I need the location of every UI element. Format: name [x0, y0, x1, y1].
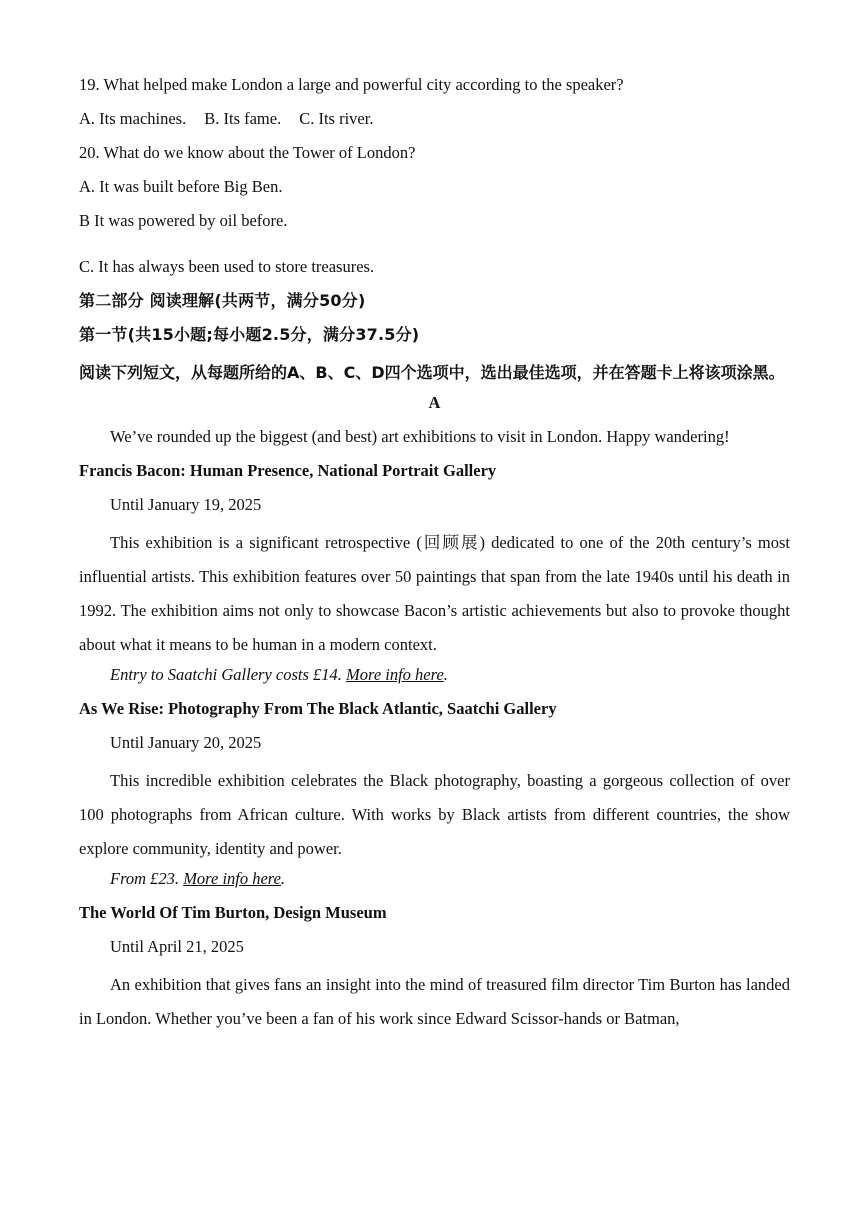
- exhibition-price: [79, 662, 790, 696]
- exhibition-dates: Until January 19, 2025: [110, 495, 262, 514]
- question-20-stem: 20. What do we know about the Tower of London?: [79, 143, 416, 162]
- question-19-stem: 19. What helped make London a large and powerful city according to the speaker?: [79, 75, 624, 94]
- more-info-link[interactable]: More info here: [346, 665, 444, 684]
- exhibition-description-text: This incredible exhibition celebrates the Black photography, boasting a gorgeous collection of over 100 photographs from African culture. With works by Black artists from different countries, the show explore community, identity and power.: [79, 771, 790, 858]
- exhibition-description-text: An exhibition that gives fans an insight into the mind of treasured film director Tim Burton has landed in London. Whether you’ve been a fan of his work since Edward Scissor-hands or Batman,: [79, 975, 790, 1028]
- exhibition-description: [79, 968, 790, 1036]
- passage-letter: A: [428, 393, 441, 412]
- question-20-option-b: B It was powered by oil before.: [79, 211, 288, 230]
- part-two-heading: 第二部分 阅读理解(共两节，满分50分): [79, 291, 366, 310]
- question-19-option-a: A. Its machines.: [79, 109, 187, 128]
- exhibition-title: Francis Bacon: Human Presence, National Portrait Gallery: [79, 461, 497, 480]
- question-19-options: [79, 106, 790, 140]
- section-one-heading: 第一节(共15小题;每小题2.5分，满分37.5分): [79, 325, 420, 344]
- exhibition-description: [79, 526, 790, 662]
- exhibition-price: [79, 866, 790, 900]
- exhibition-title: As We Rise: Photography From The Black Atlantic, Saatchi Gallery: [79, 699, 557, 718]
- exhibition-description-text: This exhibition is a significant retrospective (回顾展) dedicated to one of the 20th century’s most influential artists. This exhibition features over 50 paintings that span from the late 1940s until his death in 1992. The exhibition aims not only to showcase Bacon’s artistic achievements but also to provoke thought about what it means to be human in a modern context.: [79, 533, 790, 654]
- exhibition-dates: Until April 21, 2025: [110, 937, 244, 956]
- link-period: .: [280, 869, 286, 888]
- exhibition-title: The World Of Tim Burton, Design Museum: [79, 903, 387, 922]
- more-info-link[interactable]: More info here: [183, 869, 281, 888]
- passage-intro: We’ve rounded up the biggest (and best) art exhibitions to visit in London. Happy wandering!: [110, 427, 730, 446]
- reading-instructions: 阅读下列短文，从每题所给的A、B、C、D四个选项中，选出最佳选项，并在答题卡上将该项涂黑。: [79, 363, 785, 382]
- exhibition-dates: Until January 20, 2025: [110, 733, 262, 752]
- price-text: Entry to Saatchi Gallery costs £14.: [110, 665, 342, 684]
- exam-page: [79, 72, 790, 1036]
- question-20-option-a: A. It was built before Big Ben.: [79, 177, 283, 196]
- link-period: .: [443, 665, 448, 684]
- question-19-option-c: C. Its river.: [299, 109, 374, 128]
- question-20-option-c: C. It has always been used to store treasures.: [79, 257, 375, 276]
- price-text: From £23.: [110, 869, 180, 888]
- question-19-option-b: B. Its fame.: [204, 109, 282, 128]
- exhibition-description: [79, 764, 790, 866]
